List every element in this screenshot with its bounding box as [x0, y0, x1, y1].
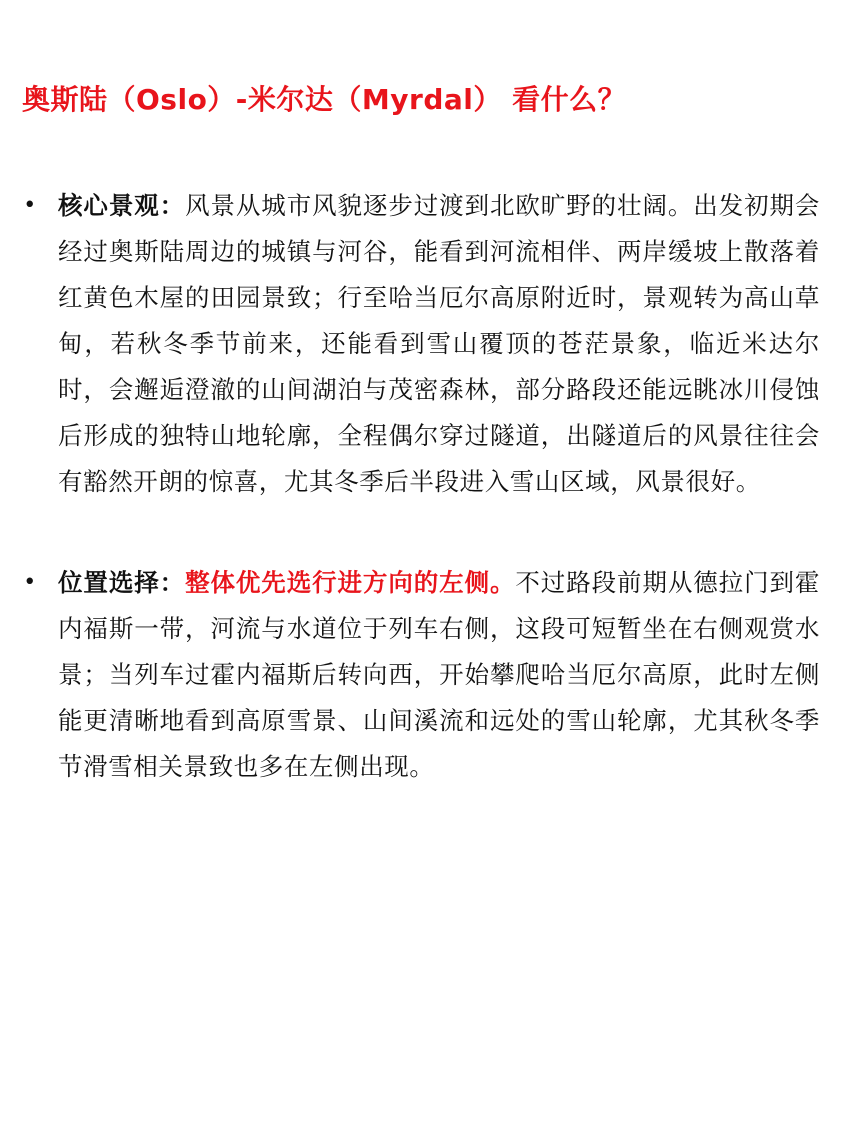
bullet-dot-icon: •: [23, 193, 37, 218]
item-text: 不过路段前期从德拉门到霍内福斯一带，河流与水道位于列车右侧，这段可短暂坐在右侧观赏水景；当列车过霍内福斯后转向西，开始攀爬哈当厄尔高原，此时左侧能更清晰地看到高原雪景、山间溪流和远处的雪山轮廓，尤其秋冬季节滑雪相关景致也多在左侧出现。: [58, 568, 820, 781]
page-title: 奥斯陆（Oslo）-米尔达（Myrdal） 看什么？: [22, 83, 627, 116]
bullet-dot-icon: •: [23, 570, 37, 595]
item-label: 核心景观：: [58, 191, 186, 220]
list-item-core-scenery: [20, 183, 820, 505]
item-label: 位置选择：: [58, 568, 186, 597]
highlight-text: 整体优先选行进方向的左侧。: [185, 568, 516, 597]
list-item-seat-choice: [20, 560, 820, 790]
item-text: 风景从城市风貌逐步过渡到北欧旷野的壮阔。出发初期会经过奥斯陆周边的城镇与河谷，能看到河流相伴、两岸缓坡上散落着红黄色木屋的田园景致；行至哈当厄尔高原附近时，景观转为高山草甸，若秋冬季节前来，还能看到雪山覆顶的苍茫景象，临近米达尔时，会邂逅澄澈的山间湖泊与茂密森林，部分路段还能远眺冰川侵蚀后形成的独特山地轮廓，全程偶尔穿过隧道，出隧道后的风景往往会有豁然开朗的惊喜，尤其冬季后半段进入雪山区域，风景很好。: [58, 191, 821, 496]
bullet-list: [20, 183, 820, 790]
